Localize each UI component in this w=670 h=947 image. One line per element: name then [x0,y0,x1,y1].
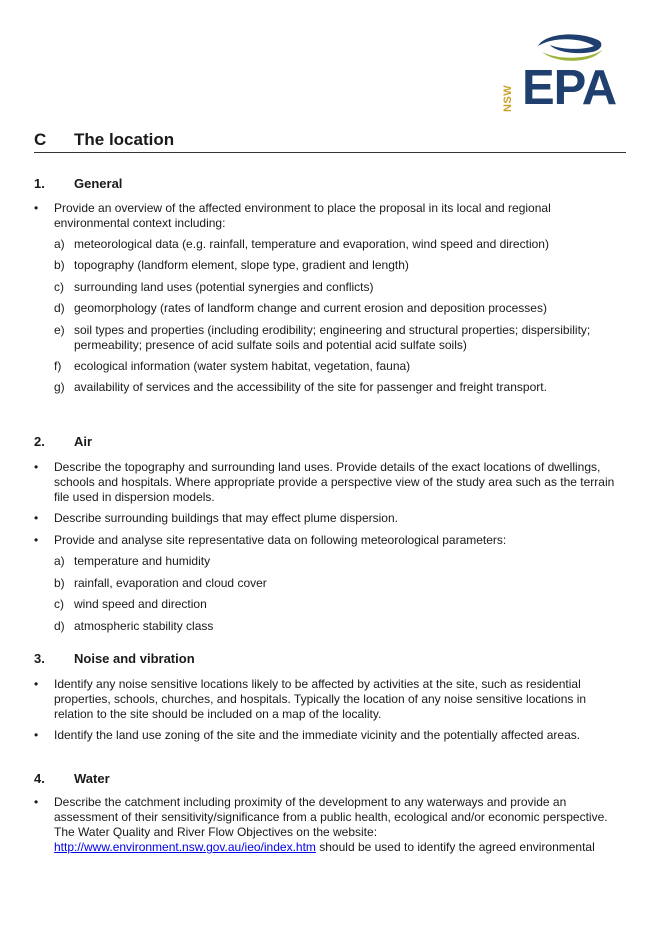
list-item: • Provide and analyse site representative data on following meteorological parameters: [34,533,507,547]
bullet-icon: • [34,795,39,809]
heading-number: 2. [34,434,45,449]
water-text-tail: should be used to identify the agreed environmental [315,840,595,854]
logo-epa-text: EPA [522,61,617,115]
sub-item: d) atmospheric stability class [54,619,214,633]
sub-item: a) temperature and humidity [54,554,211,568]
heading-text: Water [74,771,110,786]
list-item [34,795,626,855]
heading-number: 4. [34,771,45,786]
swoosh-icon [532,30,608,64]
sub-item: c) surrounding land uses (potential synergies and conflicts) [54,280,374,294]
heading-air [34,434,92,449]
heading-text: Noise and vibration [74,651,195,666]
bullet-icon: • [34,677,39,691]
bullet-icon: • [34,728,39,742]
sub-item: g) availability of services and the accessibility of the site for passenger and freight transport. [54,380,547,394]
heading-water [34,771,110,786]
bullet-icon: • [34,460,39,474]
heading-text: Air [74,434,93,449]
logo-nsw-text: NSW [502,84,514,112]
sub-item: b) topography (landform element, slope type, gradient and length) [54,258,409,272]
list-item: • Provide an overview of the affected environment to place the proposal in its local and regional environmental context including: [34,201,551,230]
website-link[interactable]: http://www.environment.nsw.gov.au/ieo/index.htm [54,840,316,854]
heading-noise [34,651,195,666]
bullet-icon: • [34,201,39,215]
section-title-text: The location [74,130,175,149]
heading-number: 3. [34,651,45,666]
bullet-icon: • [34,533,39,547]
bullet-icon: • [34,511,39,525]
heading-text: General [74,176,123,191]
list-item: • Describe surrounding buildings that may effect plume dispersion. [34,511,398,525]
section-title [34,130,626,153]
section-letter: C [34,130,47,149]
sub-item: a) meteorological data (e.g. rainfall, temperature and evaporation, wind speed and direction) [54,237,549,251]
sub-item: b) rainfall, evaporation and cloud cover [54,576,267,590]
list-item: • Describe the topography and surrounding land uses. Provide details of the exact locations of dwellings, schools and hospitals. Where appropriate provide a perspective view of the study area such as the terrain file used in dispersion models. [34,460,615,504]
heading-number: 1. [34,176,45,191]
nsw-epa-logo [498,30,628,115]
list-item: • Identify the land use zoning of the site and the immediate vicinity and the potentially affected areas. [34,728,581,742]
sub-item: f) ecological information (water system habitat, vegetation, fauna) [54,359,411,373]
list-item: • Identify any noise sensitive locations likely to be affected by activities at the site, such as residential properties, schools, churches, and hospitals. Typically the location of any noise sensitive locations in relation to the site should be included on a map of the locality. [34,677,587,721]
water-text: Describe the catchment including proximity of the development to any waterways and provide an assessment of their sensitivity/significance from a public health, ecological and/or economic perspective. The Water Quality and River Flow Objectives on the website: [54,795,608,839]
sub-item: e) soil types and properties (including erodibility; engineering and structural properties; dispersibility; permeability; presence of acid sulfate soils and potential acid sulfate soils) [54,323,591,352]
heading-general [34,176,122,191]
sub-item: c) wind speed and direction [54,597,207,611]
sub-item: d) geomorphology (rates of landform change and current erosion and deposition processes) [54,301,547,315]
